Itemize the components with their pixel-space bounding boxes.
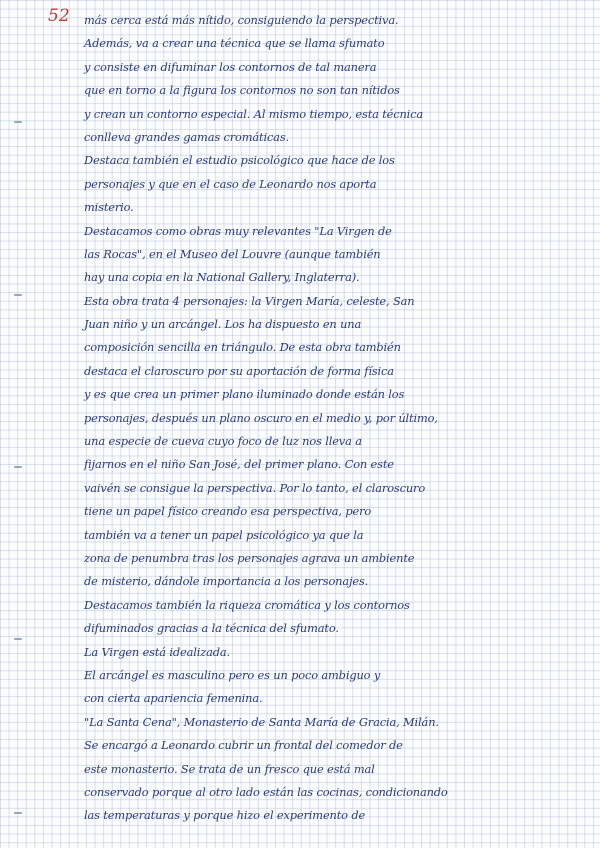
text-line: fijarnos en el niño San José, del primer plano. Con este bbox=[84, 457, 394, 472]
text-line: y crean un contorno especial. Al mismo tiempo, esta técnica bbox=[84, 106, 424, 121]
text-line: personajes y que en el caso de Leonardo nos aporta bbox=[84, 176, 377, 191]
text-line: hay una copia en la National Gallery, Inglaterra). bbox=[84, 270, 360, 285]
text-line: Destaca también el estudio psicológico que hace de los bbox=[84, 153, 395, 168]
text-line: que en torno a la figura los contornos no son tan nítidos bbox=[84, 83, 400, 98]
text-line: La Virgen está idealizada. bbox=[84, 644, 231, 659]
binder-hole-mark bbox=[14, 638, 22, 640]
text-line: composición sencilla en triángulo. De esta obra también bbox=[84, 340, 401, 355]
text-line: personajes, después un plano oscuro en el medio y, por último, bbox=[84, 410, 438, 425]
text-line: Se encargó a Leonardo cubrir un frontal del comedor de bbox=[84, 738, 403, 753]
text-line: tiene un papel físico creando esa perspectiva, pero bbox=[84, 504, 372, 519]
text-line: Esta obra trata 4 personajes: la Virgen María, celeste, San bbox=[84, 293, 415, 308]
text-line: "La Santa Cena", Monasterio de Santa María de Gracia, Milán. bbox=[84, 714, 439, 729]
handwritten-text bbox=[84, 9, 584, 828]
binder-hole-mark bbox=[14, 294, 22, 296]
text-line: y consiste en difuminar los contornos de tal manera bbox=[84, 59, 377, 74]
binder-hole-mark bbox=[14, 121, 22, 123]
text-line: destaca el claroscuro por su aportación de forma física bbox=[84, 363, 394, 378]
text-line: y es que crea un primer plano iluminado donde están los bbox=[84, 387, 405, 402]
text-line: Juan niño y un arcángel. Los ha dispuesto en una bbox=[84, 317, 362, 332]
text-line: misterio. bbox=[84, 200, 134, 215]
text-line: conservado porque al otro lado están las cocinas, condicionando bbox=[84, 784, 448, 799]
text-line: vaivén se consigue la perspectiva. Por lo tanto, el claroscuro bbox=[84, 480, 426, 495]
text-line: una especie de cueva cuyo foco de luz nos lleva a bbox=[84, 434, 362, 449]
text-line: El arcángel es masculino pero es un poco ambiguo y bbox=[84, 667, 381, 682]
text-line: las temperaturas y porque hizo el experimento de bbox=[84, 808, 366, 823]
text-line: este monasterio. Se trata de un fresco que está mal bbox=[84, 761, 375, 776]
text-line: de misterio, dándole importancia a los personajes. bbox=[84, 574, 369, 589]
text-line: Destacamos también la riqueza cromática y los contornos bbox=[84, 597, 410, 612]
page-number: 52 bbox=[48, 6, 70, 26]
text-line: con cierta apariencia femenina. bbox=[84, 691, 263, 706]
text-line: más cerca está más nítido, consiguiendo la perspectiva. bbox=[84, 13, 399, 27]
text-line: conlleva grandes gamas cromáticas. bbox=[84, 129, 289, 144]
text-line: difuminados gracias a la técnica del sfumato. bbox=[84, 621, 339, 636]
text-line: Además, va a crear una técnica que se llama sfumato bbox=[84, 36, 385, 51]
text-line: Destacamos como obras muy relevantes "La Virgen de bbox=[84, 223, 392, 238]
text-line: también va a tener un papel psicológico ya que la bbox=[84, 527, 364, 542]
text-line: zona de penumbra tras los personajes agrava un ambiente bbox=[84, 550, 415, 565]
text-line: las Rocas", en el Museo del Louvre (aunque también bbox=[84, 246, 381, 261]
binder-hole-mark bbox=[14, 466, 22, 468]
binder-hole-mark bbox=[14, 812, 22, 814]
